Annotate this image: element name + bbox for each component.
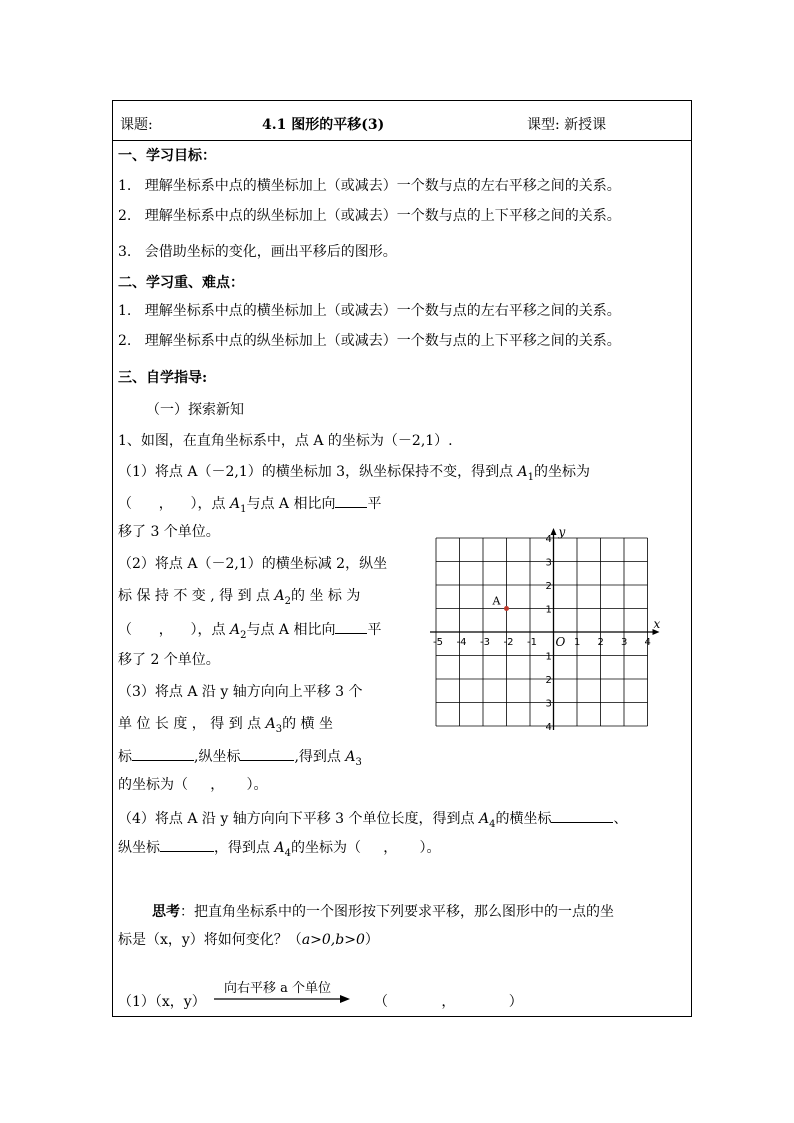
answer-blank[interactable]	[132, 746, 194, 761]
goal-item: 3. 会借助坐标的变化，画出平移后的图形。	[118, 244, 397, 260]
y-axis-label: y	[558, 528, 566, 539]
point-marker	[504, 606, 509, 611]
answer-blank[interactable]	[240, 746, 294, 761]
x-tick-label: -3	[480, 637, 490, 648]
answer-blank[interactable]	[335, 493, 367, 508]
coordinate-grid-chart	[428, 528, 670, 744]
header-divider	[112, 140, 692, 141]
page-title: 4.1 图形的平移(3)	[262, 117, 385, 133]
x-tick-label: -4	[456, 637, 467, 648]
y-tick-label: 1	[545, 651, 552, 663]
x-tick-label: 2	[597, 637, 604, 648]
lesson-type: 课型: 新授课	[527, 117, 607, 133]
arrow-label: 向右平移 a 个单位	[224, 981, 332, 996]
y-tick-label: 3	[545, 557, 552, 569]
question-1-line-3: 移了 3 个单位。	[118, 524, 220, 540]
question-2-line-3: （ ， ），点 $A_2$与点 A 相比向 平	[118, 619, 381, 645]
y-tick-label: 3	[545, 698, 552, 710]
question-intro: 1、如图，在直角坐标系中，点 A 的坐标为（－2,1）.	[118, 433, 453, 449]
question-1-line-2: （ ， ），点 $A_1$与点 A 相比向 平	[118, 493, 381, 519]
answer-blank[interactable]	[551, 808, 613, 823]
question-4-line-2: 纵坐标 ，得到点 $A_4$的坐标为（ ， ）。	[118, 837, 440, 863]
y-tick-label: 4	[545, 534, 552, 545]
transform-right: （ ， ）	[374, 994, 523, 1010]
goal-item: 2. 理解坐标系中点的纵坐标加上（或减去）一个数与点的上下平移之间的关系。	[118, 208, 621, 224]
question-3-line-3: 标 ,纵坐标 ,得到点 $A_3$	[118, 746, 362, 772]
point-label: A	[492, 594, 501, 608]
think-line-1: 思考：把直角坐标系中的一个图形按下列要求平移，那么图形中的一点的坐	[152, 904, 614, 920]
x-axis-label: x	[653, 617, 661, 631]
question-2-line-4: 移了 2 个单位。	[118, 652, 220, 668]
y-tick-label: 1	[545, 604, 552, 616]
question-2-line-1: （2）将点 A（－2,1）的横坐标减 2，纵坐	[118, 556, 388, 572]
keypoint-item: 1. 理解坐标系中点的横坐标加上（或减去）一个数与点的左右平移之间的关系。	[118, 303, 621, 319]
y-tick-label: 2	[545, 675, 552, 686]
right-arrow-icon	[212, 992, 354, 1006]
question-3-line-2: 单 位 长 度 ， 得 到 点 $A_3$的 横 坐	[118, 716, 334, 735]
x-tick-label: 1	[574, 637, 581, 648]
answer-blank[interactable]	[335, 619, 367, 634]
goal-item: 1. 理解坐标系中点的横坐标加上（或减去）一个数与点的左右平移之间的关系。	[118, 178, 621, 194]
x-tick-label: -1	[527, 637, 537, 648]
transform-left: （1）（x，y）	[118, 994, 206, 1010]
section-goals-heading: 一、学习目标：	[118, 148, 216, 164]
y-tick-label: 4	[545, 722, 552, 733]
question-3-line-1: （3）将点 A 沿 y 轴方向向上平移 3 个	[118, 684, 363, 700]
question-1-line-1: （1）将点 A（－2,1）的横坐标加 3，纵坐标保持不变，得到点 $A_1$的坐标为	[118, 464, 591, 483]
y-tick-label: 2	[545, 581, 552, 592]
x-tick-label: 3	[621, 637, 628, 648]
x-tick-label: -5	[433, 637, 443, 648]
answer-blank[interactable]	[160, 837, 214, 852]
subsection-title: （一）探索新知	[146, 402, 244, 418]
keypoint-item: 2. 理解坐标系中点的纵坐标加上（或减去）一个数与点的上下平移之间的关系。	[118, 333, 621, 349]
x-tick-label: -2	[503, 637, 514, 648]
question-4-line-1: （4）将点 A 沿 y 轴方向向下平移 3 个单位长度，得到点 $A_4$的横坐标 、	[118, 808, 627, 834]
question-3-line-4: 的坐标为（ ， ）。	[118, 777, 268, 793]
x-tick-label: 4	[644, 637, 651, 648]
think-line-2: 标是（x，y）将如何变化？（a>0,b>0）	[118, 932, 379, 948]
section-keypoints-heading: 二、学习重、难点：	[118, 275, 244, 291]
origin-label: O	[555, 635, 566, 649]
section-guide-heading: 三、自学指导:	[118, 370, 208, 386]
question-2-line-2: 标 保 持 不 变 , 得 到 点 $A_2$的 坐 标 为	[118, 588, 361, 607]
topic-label: 课题:	[120, 117, 153, 133]
